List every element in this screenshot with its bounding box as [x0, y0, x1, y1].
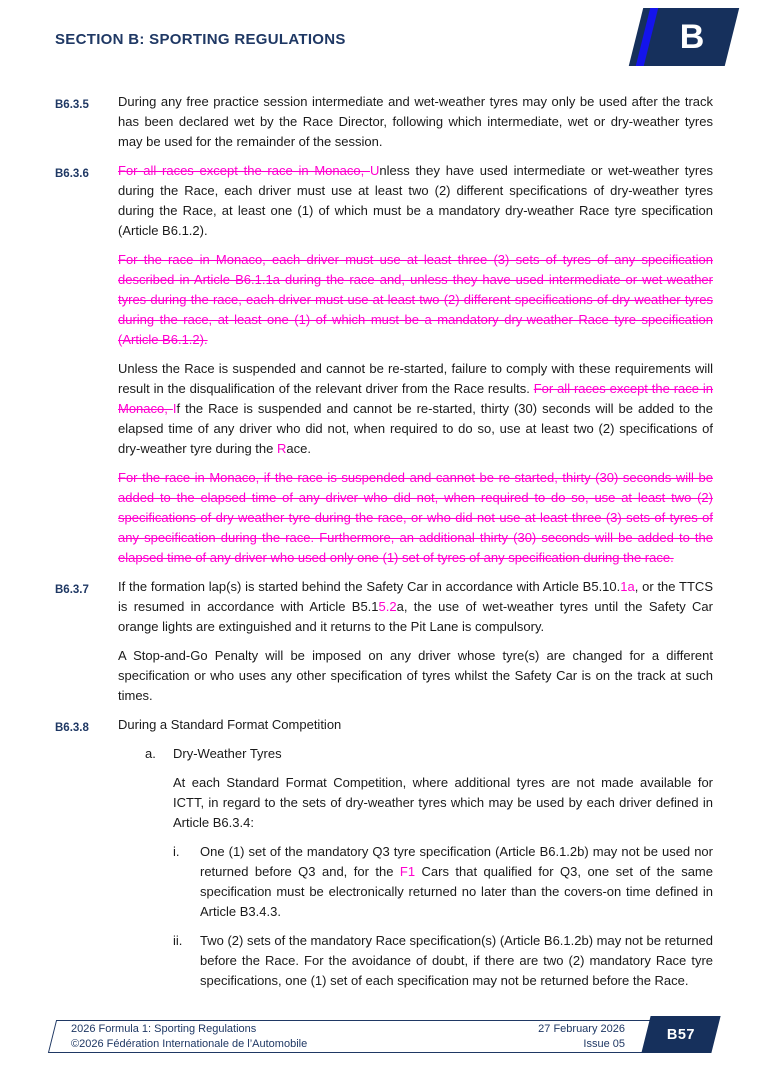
footer-date: 27 February 2026 — [538, 1023, 625, 1035]
text-run: A Stop-and-Go Penalty will be imposed on any driver whose tyre(s) are changed for a different specification or who uses any other specification of tyres whilst the Safety Car is on the track at such times. — [118, 648, 713, 703]
article-number: B6.3.6 — [55, 168, 89, 180]
paragraph-text — [200, 842, 713, 922]
deleted-text: For all races except the race in Monaco, — [118, 381, 714, 416]
regulations-body — [55, 92, 713, 1000]
inserted-text: 1a — [620, 579, 635, 594]
paragraph-text — [118, 94, 713, 149]
article-row — [55, 715, 713, 1000]
article-row — [55, 577, 713, 715]
paragraph — [118, 715, 713, 735]
text-run: During a Standard Format Competition — [118, 717, 342, 732]
section-b-corner-tab — [629, 8, 739, 66]
paragraph — [118, 92, 713, 152]
article-number: B6.3.7 — [55, 584, 89, 596]
paragraph-text — [118, 252, 713, 347]
footer-copyright: ©2026 Fédération Internationale de l’Automobile — [71, 1037, 308, 1050]
text-run: During any free practice session intermediate and wet-weather tyres may only be used after the track has been declared wet by the Race Director, following which intermediate, wet or dry-weather tyres may be used for the remainder of the session. — [118, 94, 713, 149]
paragraph — [118, 161, 713, 241]
list-marker: ii. — [173, 933, 183, 948]
footer-content — [53, 1021, 703, 1052]
paragraph-text — [173, 775, 713, 830]
paragraph — [173, 931, 713, 991]
section-title: SECTION B: SPORTING REGULATIONS — [55, 31, 346, 48]
footer-frame — [48, 1020, 708, 1053]
page-number-tab — [641, 1016, 720, 1053]
article-number: B6.3.8 — [55, 722, 89, 734]
paragraph-text — [118, 579, 713, 634]
paragraph — [118, 468, 713, 568]
list-marker: a. — [145, 746, 156, 761]
text-run: nless they have used intermediate or wet-weather tyres during the Race, each driver must use at least two (2) different specifications of dry-weather tyres during the Race, at least one (1) of which must be a mandatory dry-weather Race tyre specification (Article B6.1.2). — [118, 163, 713, 238]
paragraph-text — [118, 470, 713, 565]
deleted-text: For all races except the race in Monaco, — [118, 163, 370, 178]
list-marker: i. — [173, 844, 180, 859]
paragraph — [173, 773, 713, 833]
paragraph — [145, 744, 713, 764]
paragraph — [173, 842, 713, 922]
inserted-text: R — [276, 441, 287, 456]
inserted-text: F1 — [399, 864, 416, 879]
page-number: B57 — [666, 1026, 696, 1043]
text-run: f the Race is suspended and cannot be re-started, thirty (30) seconds will be added to the elapsed time of any driver who did not, when required to do so, use at least two (2) specifications of dry-weather tyre during the — [118, 401, 713, 456]
text-run: a, the use of wet-weather tyres until the Safety Car orange lights are extinguished and it returns to the Pit Lane is compulsory. — [118, 599, 713, 634]
paragraph — [118, 577, 713, 637]
article-content — [118, 161, 713, 577]
inserted-text: 5.2 — [378, 599, 397, 614]
paragraph-text — [173, 744, 713, 764]
paragraph-text — [118, 163, 713, 238]
text-run: ace. — [286, 441, 311, 456]
article-row — [55, 92, 713, 161]
corner-letter-wrap — [636, 8, 732, 66]
section-letter: B — [679, 18, 705, 56]
text-run: , or the TTCS is resumed in accordance with Article B5.1 — [118, 579, 713, 614]
text-run: If the formation lap(s) is started behind the Safety Car in accordance with Article B5.10. — [118, 579, 621, 594]
paragraph — [118, 646, 713, 706]
footer-left — [71, 1022, 307, 1051]
footer-issue: Issue 05 — [583, 1037, 625, 1050]
paragraph — [118, 359, 713, 459]
inserted-text: I — [172, 401, 177, 416]
footer-doc-title: 2026 Formula 1: Sporting Regulations — [71, 1023, 257, 1035]
text-run: Unless the Race is suspended and cannot be re-started, failure to comply with these requirements will result in the disqualification of the relevant driver from the Race results. — [118, 361, 713, 396]
text-run: Cars that qualified for Q3, one set of the same specification must be electronically returned no later than the covers-on time defined in Article B3.4.3. — [200, 864, 713, 919]
inserted-text: U — [369, 163, 380, 178]
paragraph-text — [200, 931, 713, 991]
deleted-text: For the race in Monaco, each driver must use at least three (3) sets of tyres of any specification described in Article B6.1.1a during the race and, unless they have used intermediate or wet-weather tyres during the race, each driver must use at least two (2) different specifications of dry-weather tyres during the race, at least one (1) of which must be a mandatory dry-weather Race tyre specification (Article B6.1.2). — [118, 252, 713, 347]
article-number: B6.3.5 — [55, 99, 89, 111]
text-run: At each Standard Format Competition, where additional tyres are not made available for ICTT, in regard to the sets of dry-weather tyres which may be used by each driver defined in Article B6.3.4: — [173, 775, 713, 830]
text-run: One (1) set of the mandatory Q3 tyre specification (Article B6.1.2b) may not be used nor returned before Q3 and, for the — [200, 844, 713, 879]
article-content — [118, 92, 713, 161]
paragraph-text — [118, 717, 341, 732]
deleted-text: For the race in Monaco, if the race is suspended and cannot be re-started, thirty (30) seconds will be added to the elapsed time of any driver who did not, when required to do so, use at least two (2) specifications of dry-weather tyre during the race, or who did not use at least three (3) sets of tyres of any specification during the race. Furthermore, an additional thirty (30) seconds will be added to the elapsed time of any driver who used only one (1) set of tyres of any specification during the race. — [118, 470, 713, 565]
text-run: Dry-Weather Tyres — [173, 746, 282, 761]
text-run: Two (2) sets of the mandatory Race specification(s) (Article B6.1.2b) may not be returned before the Race. For the avoidance of doubt, if there are two (2) mandatory Race tyre specifications, one (1) set of each specification may not be returned before the Race. — [200, 933, 714, 988]
paragraph-text — [118, 648, 713, 703]
paragraph — [118, 250, 713, 350]
article-row — [55, 161, 713, 577]
article-content — [118, 715, 713, 1000]
paragraph-text — [118, 361, 713, 456]
footer-right — [538, 1022, 625, 1051]
article-content — [118, 577, 713, 715]
